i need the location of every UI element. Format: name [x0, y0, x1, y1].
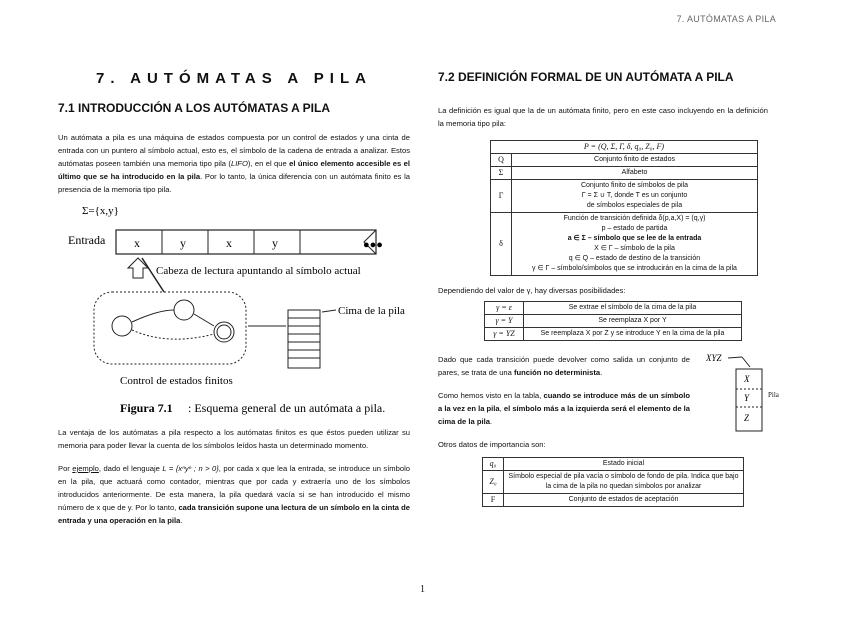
example-link[interactable]: ejemplo [72, 464, 99, 473]
section-title-7-2: 7.2 DEFINICIÓN FORMAL DE UN AUTÓMATA A PILA [438, 70, 734, 84]
running-header: 7. AUTÓMATAS A PILA [676, 14, 776, 24]
other-data-table [482, 457, 744, 507]
definition-table [490, 140, 758, 276]
figure-7-1 [58, 206, 410, 426]
table-row: Q Conjunto finito de estados [491, 154, 758, 167]
stack-top-label: Cima de la pila [338, 305, 405, 317]
paragraph-stack-order: Como hemos visto en la tabla, cuando se introduce más de un símbolo a la vez en la pila, el símbolo más a la izquierda será el elemento de la cima de la pila. [438, 391, 690, 426]
stack-example-figure [706, 351, 768, 433]
svg-text:Z: Z [744, 413, 750, 423]
gamma-table [484, 301, 742, 341]
head-label: Cabeza de lectura apuntando al símbolo actual [156, 265, 361, 277]
stack-figure-label: Pila [768, 391, 779, 399]
tape-ellipsis: ●●● [363, 239, 383, 251]
svg-text:Y: Y [744, 393, 750, 403]
figure-caption: : Esquema general de un autómata a pila. [188, 401, 386, 415]
left-column [58, 70, 410, 537]
svg-text:XYZ: XYZ [706, 353, 722, 363]
stack-diagram [288, 310, 336, 368]
pda-diagram [58, 206, 410, 426]
page-number: 1 [420, 584, 425, 595]
svg-text:X: X [744, 374, 750, 384]
tape-cell: y [272, 236, 278, 250]
table-row: γ = ε Se extrae el símbolo de la cima de la pila [485, 302, 742, 315]
paragraph-advantage: La ventaja de los autómatas a pila respecto a los autómatas finitos es que éstos pueden utilizar su memoria para poder llevar la cuenta de los símbolos leídos hasta un determinado momento. [58, 428, 410, 450]
tape-cell: y [180, 236, 186, 250]
tuple-cell: P = (Q, Σ, Γ, δ, q₀, Z₀, F) [491, 141, 758, 154]
table-row: δ Función de transición definida δ(p,a,X) = (q,γ) p – estado de partida a ∈ Σ – símbolo que se lee de la entrada X ∈ Γ – símbolo de la pila q ∈ Q – estado de destino de la transición γ ∈ Γ – símbolo/símbolos que se introducirán en la cima de la pila [491, 213, 758, 276]
table-row: γ = YZ Se reemplaza X por Z y se introduce Y en la cima de la pila [485, 328, 742, 341]
figure-caption-bold: Figura 7.1 [120, 401, 173, 415]
tape-cell: x [134, 236, 140, 250]
paragraph-other-data: Otros datos de importancia son: [438, 440, 546, 449]
paragraph-gamma: Dependiendo del valor de γ, hay diversas posibilidades: [438, 286, 626, 295]
alphabet-label: Σ={x,y} [82, 206, 119, 217]
paragraph-example: Por ejemplo, dado el lenguaje L = {xⁿyⁿ ; n > 0}, por cada x que lea la entrada, se introduce un símbolo en la pila, que actuará como contador, mientras que por cada y extraería uno de los símbolos introducidos anteriormente. De esta manera, la pila quedará vacía si se han introducido el mismo número de x que de y. Por lo tanto, cada transición supone una lectura de un símbolo en la cinta de entrada y una operación en la pila. [58, 464, 410, 525]
table-row: q₀ Estado inicial [483, 458, 744, 471]
control-label: Control de estados finitos [120, 375, 233, 387]
table-row: Γ Conjunto finito de símbolos de pila Γ = Σ ∪ T, donde T es un conjunto de símbolos especiales de pila [491, 180, 758, 213]
paragraph-intro: Un autómata a pila es una máquina de estados compuesta por un control de estados y una cinta de entrada con un puntero al símbolo actual, esto es, el símbolo de la cadena de entrada a analizar. Estos autómatas poseen también una memoria tipo pila (LIFO), en el que el único elemento accesible es el último que se ha introducido en la pila. Por lo tanto, la única diferencia con un autómata finito es la presencia de la memoria tipo pila. [58, 133, 411, 194]
paragraph-definition: La definición es igual que la de un autómata finito, pero en este caso incluyendo en la definición la memoria tipo pila: [438, 106, 768, 128]
chapter-title: 7. AUTÓMATAS A PILA [96, 70, 372, 87]
input-tape [116, 230, 376, 254]
table-row: Z₀ Símbolo especial de pila vacía o símbolo de fondo de pila. Indica que bajo la cima de la pila no quedan símbolos por analizar [483, 471, 744, 494]
table-row: γ = Y Se reemplaza X por Y [485, 315, 742, 328]
paragraph-nondeterministic: Dado que cada transición puede devolver como salida un conjunto de pares, se trata de una función no determinista. [438, 355, 690, 377]
table-row: F Conjunto de estados de aceptación [483, 494, 744, 507]
right-column [438, 70, 779, 507]
head-arrow-icon [128, 258, 148, 278]
input-label: Entrada [68, 233, 106, 247]
tape-cell: x [226, 236, 232, 250]
table-row: Σ Alfabeto [491, 167, 758, 180]
section-title-7-1: 7.1 INTRODUCCIÓN A LOS AUTÓMATAS A PILA [58, 101, 330, 115]
